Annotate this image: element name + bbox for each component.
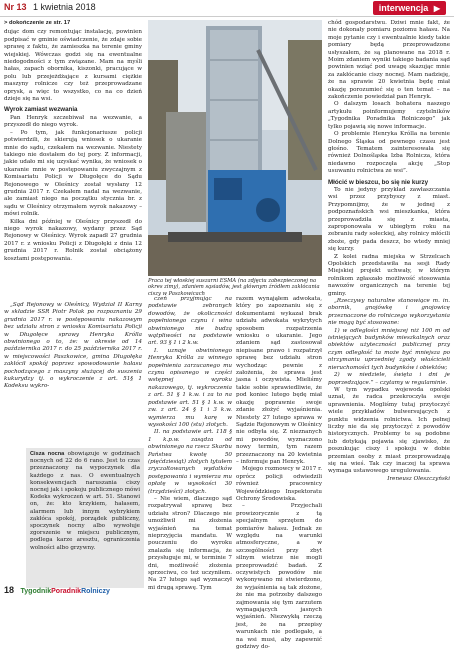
paragraph: Kilka dni później w Oleśnicy przyszedł do niego wyrok nakazowy, wydany przez Sąd Rejonowy w Oleśnicy. Wyrok zapadł 27 grudnia 2017 r. z wniosku Policji z Długołęki z dnia 12 grudnia 2017 r. Rolnik został obciążony kosztami postępowania. bbox=[4, 218, 142, 262]
verdict-quote: „Sąd Rejonowy w Oleśnicy, Wydział II Karny w składzie SSR Piotr Polak po rozpoznaniu 29 grudnia 2017 r. w postępowaniu nakazowym bez udziału stron z wniosku Komisariatu Policji w Długołęce sprawy Henryka Królla obwinionego o to, że: w okresie od 14 października 2017 r. do 25 października 2017 r. w miejscowości Paszkowice, gmina Długołęka zakłócił spokój poprzez spowodowanie hałasu pochodzącego z maszyny służącej do suszenia kukurydzy tj. o wykroczenie z art. 51§ 1 Kodeksu wykro- bbox=[4, 302, 142, 390]
megaphone-icon: ▶ bbox=[433, 4, 440, 13]
paragraph: – Po tym, jak funkcjonariusze policji potwierdzili, że skierują wniosek o ukaranie mnie do sądu, czekałem na wezwanie. Niestety takiego nie dostałem do tej pory. Z informacji, jakie udało mi się uzyskać wynika, że wniosek o ukaranie mnie w postępowaniu zwyczajnym z Komisariatu Policji w Długołęce do Sądu Rejonowego w Oleśnicy został wysłany 12 grudnia 2017 r. Czekałem nadal na wezwanie, ale zamiast niego na początku stycznia br. z sądu w Oleśnicy otrzymałem wyrok nakazowy – mówi rolnik. bbox=[4, 129, 142, 218]
paragraph: – Przyjechali prowizorycznie z tą specjalnym sprzętem do pomiarów hałasu. Jednak ze względu na warunki atmosferyczne, a w szczególności przy zbyt silnym wietrze nie mogli przeprowadzić badań. Z oczywistych powodów nie wykonywano mi stwierdzono, że wyjaśnienia są tak złożone, że nie ma potrzeby dalszego zajmowania się tym zarzutem wymagających jasnych wyjaśnień. Niezwykłą rzeczą jest, że na przepisy warunkach nie podlegało, a na wsi musi, aby zapewnić godziwy do- bbox=[236, 503, 322, 651]
paragraph: W tym wypadku wojewoda opolski uznał, że radca przekroczyła swoje uprawnienia. Mogliśmy tutaj przytoczyć wiele przykładów bulwersujących z punktu widzenia rolnictwa. Ich pełnej liczby nie da się przytoczyć z powodów historycznych. Problemy te są podobne lub dotykają pojawia się zjawisko, że poszukując ciszy i spokoju w dobie przemian osoby z miast przeprowadzają się na wieś. Tak czy inaczej ta sprawa wymaga ustawowego uregulowania. bbox=[328, 386, 450, 475]
paragraph: O problemie Henryka Królla na terenie Dolnego Śląska od pewnego czasu jest głośno. Tematem zainteresowała się również Dolnośląska Izba Rolnicza, która niedawno rozpoczęła akcję „Stop usuwaniu rolnictwa ze wsi”. bbox=[328, 131, 450, 175]
author-signature: Ireneusz Oleszczyński bbox=[387, 475, 450, 482]
paragraph: To nie jedyny przykład zawłaszczania wsi przez przybyszy z miast. Przypomnijmy, że w jednej z podpoznańskich wsi mieszkanka, która przeprowadziła się z miasta, zaproponowała w ubiegłym roku na zebraniu rady sołeckiej, aby rolnicy młócili zboże, gdy pada deszcz, bo wtedy mniej się kurzy. bbox=[328, 186, 450, 253]
section-label: interwencja bbox=[378, 3, 429, 13]
paragraph: II. na podstawie art. 118 § 1 k.p.w. zasądza od obwinionego na rzecz Skarbu Państwa kwotę 50 (pięćdziesiąt) złotych tytułem zryczałtowanych wydatków postępowania i wymierza mu opłatę w wysokości 30 (trzydzieści) złotych. bbox=[148, 429, 232, 495]
page-footer bbox=[4, 585, 110, 597]
subheading: Wyrok zamiast wezwania bbox=[4, 106, 78, 114]
paragraph: dując dom czy remontując instalację, powinien podpisać w gminie oświadczenie, że zdaje sobie sprawę z faktu, że zamieszka na terenie gminy wiejskiej. Wówczas godzi się na ewentualne niedogodności z tym związane. Mam na myśli hałas, zapach obornika, kiszonki, pracujące w polu lub przejeżdżające z kursami ciężkie maszyny rolnicze czy też przeprowadzane oprysk, a więc to wszystko, co na co dzień dzieje się na wsi. bbox=[4, 29, 142, 103]
paragraph: 1) w odległości mniejszej niż 100 m od istniejących budynków mieszkalnych oraz obiektów użyteczności publicznej przy czym odległość ta może być mniejsza po otrzymaniu uprzedniej zgody właścicieli nieruchomości tych budynków i obiektów; bbox=[328, 327, 450, 371]
issue-info bbox=[4, 2, 96, 12]
logo-part: Tygodnik bbox=[20, 588, 52, 595]
column-3 bbox=[236, 296, 323, 651]
page-number: 18 bbox=[4, 585, 15, 595]
column-1 bbox=[4, 20, 142, 262]
logo-part: Rolniczy bbox=[81, 588, 110, 595]
paragraph: O dalszym losach bohatera naszego artykułu poinformujemy czytelników „Tygodnika Poradnika Rolniczego” jak tylko pojawią się nowe informacje. bbox=[328, 101, 450, 130]
photo-caption: Praca tej włoskiej suszarni ESMA (na zdjęciu zabezpieczonej na okres zimy), zdaniem sąsiadów, jest głównym źródłem zakłócania ciszy w Paszkowicach bbox=[148, 278, 320, 297]
paragraph: „Rzeczywy naturalne stanowiące m. in. obornik, gnojówkę i gnojowicę przeznaczone do rolniczego wykorzystania nie mogą być stosowane: bbox=[328, 298, 450, 327]
page-header bbox=[0, 0, 454, 17]
column-2 bbox=[148, 296, 232, 591]
publication-logo bbox=[21, 588, 110, 595]
column-1-continued bbox=[4, 302, 142, 442]
subheading: Młócić w bieszcu, bo się nie kurzy bbox=[328, 178, 429, 186]
sidebar-lead: Cisza nocna bbox=[30, 451, 65, 457]
logo-part: Poradnik bbox=[51, 588, 82, 595]
paragraph: Pan Henryk szczebiwał na wezwanie, a przyszedł do niego wyrok. bbox=[4, 114, 142, 129]
section-tag bbox=[373, 1, 446, 15]
column-4 bbox=[328, 20, 450, 582]
paragraph: czeń przyjmując na podstawie zebranych dowodów, że okoliczności popełnionego czynu i wina obwinionego nie budzą wątpliwości na podstawie art. 93 § 1 i 2 k.w. bbox=[148, 296, 232, 347]
paragraph: Z kolei radna miejska w Strzelcach Opolskich przedstawiła na sesji Rady Miejskiej projekt uchwały, w którym rolnikom zgłaszało możliwość stosowania nawozów organicznych na terenie tej gminy. bbox=[328, 253, 450, 297]
sidebar-box bbox=[26, 448, 144, 588]
grain-dryer-illustration bbox=[148, 20, 322, 276]
paragraph: chód gospodarstwu. Dziwi mnie fakt, że nie dokonały pomiaru poziomu hałasu. Na moje pytanie czy i ewentualnie kiedy takie pomiary będą przeprowadzone usłyszałem, że są planowane na 2018 r. Moim zdaniem wyniki takiego badania sąd powinien wziąć pod uwagę skazując mnie za zakłócanie ciszy nocnej. Mam nadzieję, że na sprawie 20 kwietnia będę miał okazję porozumieć się o ten temat – na zakończenie powiedział pan Henryk. bbox=[328, 20, 450, 101]
paragraph: – Nie wiem, dlaczego sąd rozpatrywał sprawę bez udziału stron? Dlaczego nie umożliwił mi złożenia wyjaśnień na temat nieprzyjęcia mandatu. W pouczeniu do wyroku znalazła się informacja, że przysługuje mi, w terminie 7 dni, możliwość złożenia sprzeciwu, co też uczyniłem. Na 27 lutego sąd wyznaczył mi drugą sprawę. Tym bbox=[148, 495, 232, 591]
issue-date: 1 kwietnia 2018 bbox=[33, 2, 96, 12]
sidebar-text: obowiązuje w godzinach nocnych od 22 do 6 rano. Jest to czas przeznaczony na wypoczynek dla każdego z nas. O ewentualnych konsekwencjach naruszania ciszy nocnej jak i spokoju publicznego mówi Kodeks wykroczeń w art. 51. Stanowi on, że: kto krzykiem, hałasem, alarmem lub innym wybrykiem zakłóca spokój, porządek publiczny, spoczynek nocny albo wywołuje zgorszenie w miejscu publicznym, podlega karze aresztu, ograniczenia wolności albo grzywny. bbox=[30, 451, 141, 551]
paragraph: razem wynająłem adwokata, który po zapoznaniu się z dokumentami wykazał brak udziału adwokata wykrytych sposobem rozpatrzenia wniosku o ukaranie. Jego zdaniem sąd zastosował niepisane prawo i rozpatrzył sprawę bez udziału stron wychodząc pewnie z założenia, że sprawa jest jasna i oczywista. Mieliśmy takie sobie sprawiedliwie, że pod koniec lutego będę miał okazję poprawnie swoje zdanie złożyć wyjaśnienia. Niestety 27 lutego sprawa w Sądzie Rejonowym w Oleśnicy nie odbyła się. Z nieznanych mi powodów, wyznaczono nowy termin, tym razem przeznaczony na 20 kwietnia – informuje pan Henryk. bbox=[236, 296, 323, 465]
continuation-note: > dokończenie ze str. 17 bbox=[4, 20, 71, 26]
paragraph: I. uznaje obwinionego Henryka Królla za winnego popełnienia zarzucanego mu czynu opisanego w części wstępnej wyroku nakazowego, tj. wykroczenia z art. 51 § 1 k.w. i za to na podstawie art. 51 § 1 k.w. w zw. z art. 24 § 1 i 3 k.w. wymierza mu karę w wysokości 100 (stu) złotych. bbox=[148, 347, 232, 428]
paragraph: Mojego rozmowcy w 2017 r. oprócz policji odwiedzili również pracownicy Wojewódzkiego Inspektoratu Ochrony Środowiska. bbox=[236, 466, 322, 502]
dryer-photo bbox=[148, 20, 322, 276]
issue-number: Nr 13 bbox=[4, 2, 27, 12]
paragraph: 2) w niedziele, święta i dni je poprzedzające.” – czytamy w regulaminie. bbox=[328, 372, 450, 386]
